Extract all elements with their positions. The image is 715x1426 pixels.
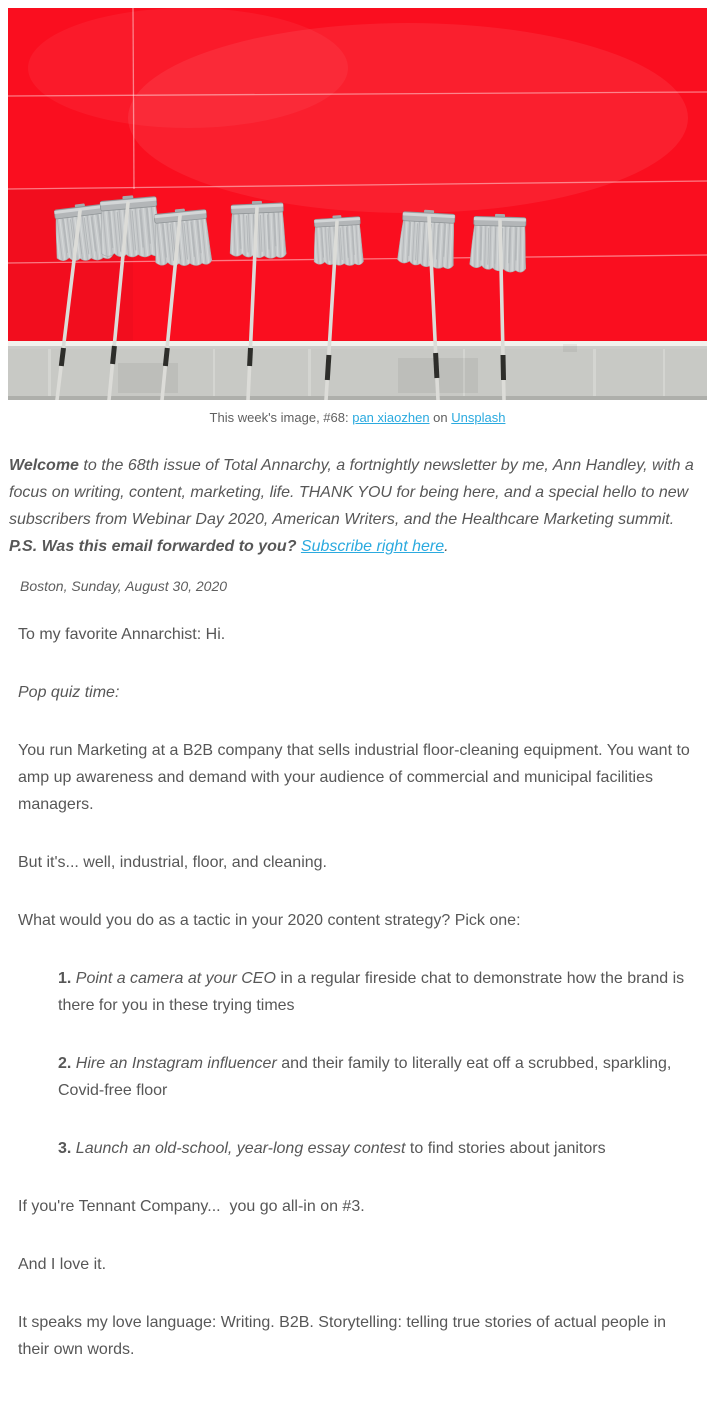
photographer-link[interactable]: pan xiaozhen <box>352 410 430 425</box>
intro-period: . <box>444 538 449 555</box>
intro-text: to the 68th issue of Total Annarchy, a fortnightly newsletter by me, Ann Handley, with a focus on writing, content, marketing, life. THANK YOU for being here, and a special hello to new subscribers from Webinar Day 2020, American Writers, and the Healthcare Marketing summit. <box>9 457 699 528</box>
scenario-paragraph: You run Marketing at a B2B company that sells industrial floor-cleaning equipment. You want to amp up awareness and demand with your audience of commercial and municipal facilities managers. <box>18 742 695 813</box>
caption-text: This week's image, #68: <box>209 410 353 425</box>
pop-quiz-line: Pop quiz time: <box>18 684 120 701</box>
welcome-bold: Welcome <box>9 457 79 474</box>
unsplash-link[interactable]: Unsplash <box>451 410 506 425</box>
love-language-paragraph: It speaks my love language: Writing. B2B. Storytelling: telling true stories of actual people in their own words. <box>18 1314 671 1358</box>
option-2-rest: and their family to literally eat off a scrubbed, sparkling, Covid-free floor <box>58 1055 676 1099</box>
but-paragraph: But it's... well, industrial, floor, and cleaning. <box>18 854 327 871</box>
ps-bold: P.S. Was this email forwarded to you? <box>9 538 301 555</box>
option-1-number: 1. <box>58 970 76 987</box>
hero-image <box>8 8 707 400</box>
quiz-option-2 <box>58 1050 697 1104</box>
option-3-emphasis: Launch an old-school, year-long essay contest <box>75 1140 406 1157</box>
tennant-paragraph: If you're Tennant Company... you go all-in on #3. <box>18 1198 365 1215</box>
mops-red-wall-photo <box>8 8 707 400</box>
option-2-number: 2. <box>58 1055 76 1072</box>
greeting-paragraph: To my favorite Annarchist: Hi. <box>18 626 226 643</box>
quiz-option-3 <box>58 1135 697 1162</box>
image-caption <box>0 410 715 426</box>
option-1-rest: in a regular fireside chat to demonstrate how the brand is there for you in these trying times <box>58 970 689 1014</box>
intro-paragraph <box>9 452 706 560</box>
option-3-number: 3. <box>58 1140 76 1157</box>
question-paragraph: What would you do as a tactic in your 2020 content strategy? Pick one: <box>18 912 521 929</box>
quiz-option-1 <box>58 965 697 1019</box>
option-1-emphasis: Point a camera at your CEO <box>75 970 276 987</box>
body-copy <box>0 621 715 1363</box>
option-3-rest: to find stories about janitors <box>405 1140 606 1157</box>
caption-connector: on <box>429 410 452 425</box>
option-2-emphasis: Hire an Instagram influencer <box>75 1055 277 1072</box>
subscribe-link[interactable]: Subscribe right here <box>300 538 445 555</box>
love-it-paragraph: And I love it. <box>18 1256 107 1273</box>
dateline: Boston, Sunday, August 30, 2020 <box>20 578 228 594</box>
